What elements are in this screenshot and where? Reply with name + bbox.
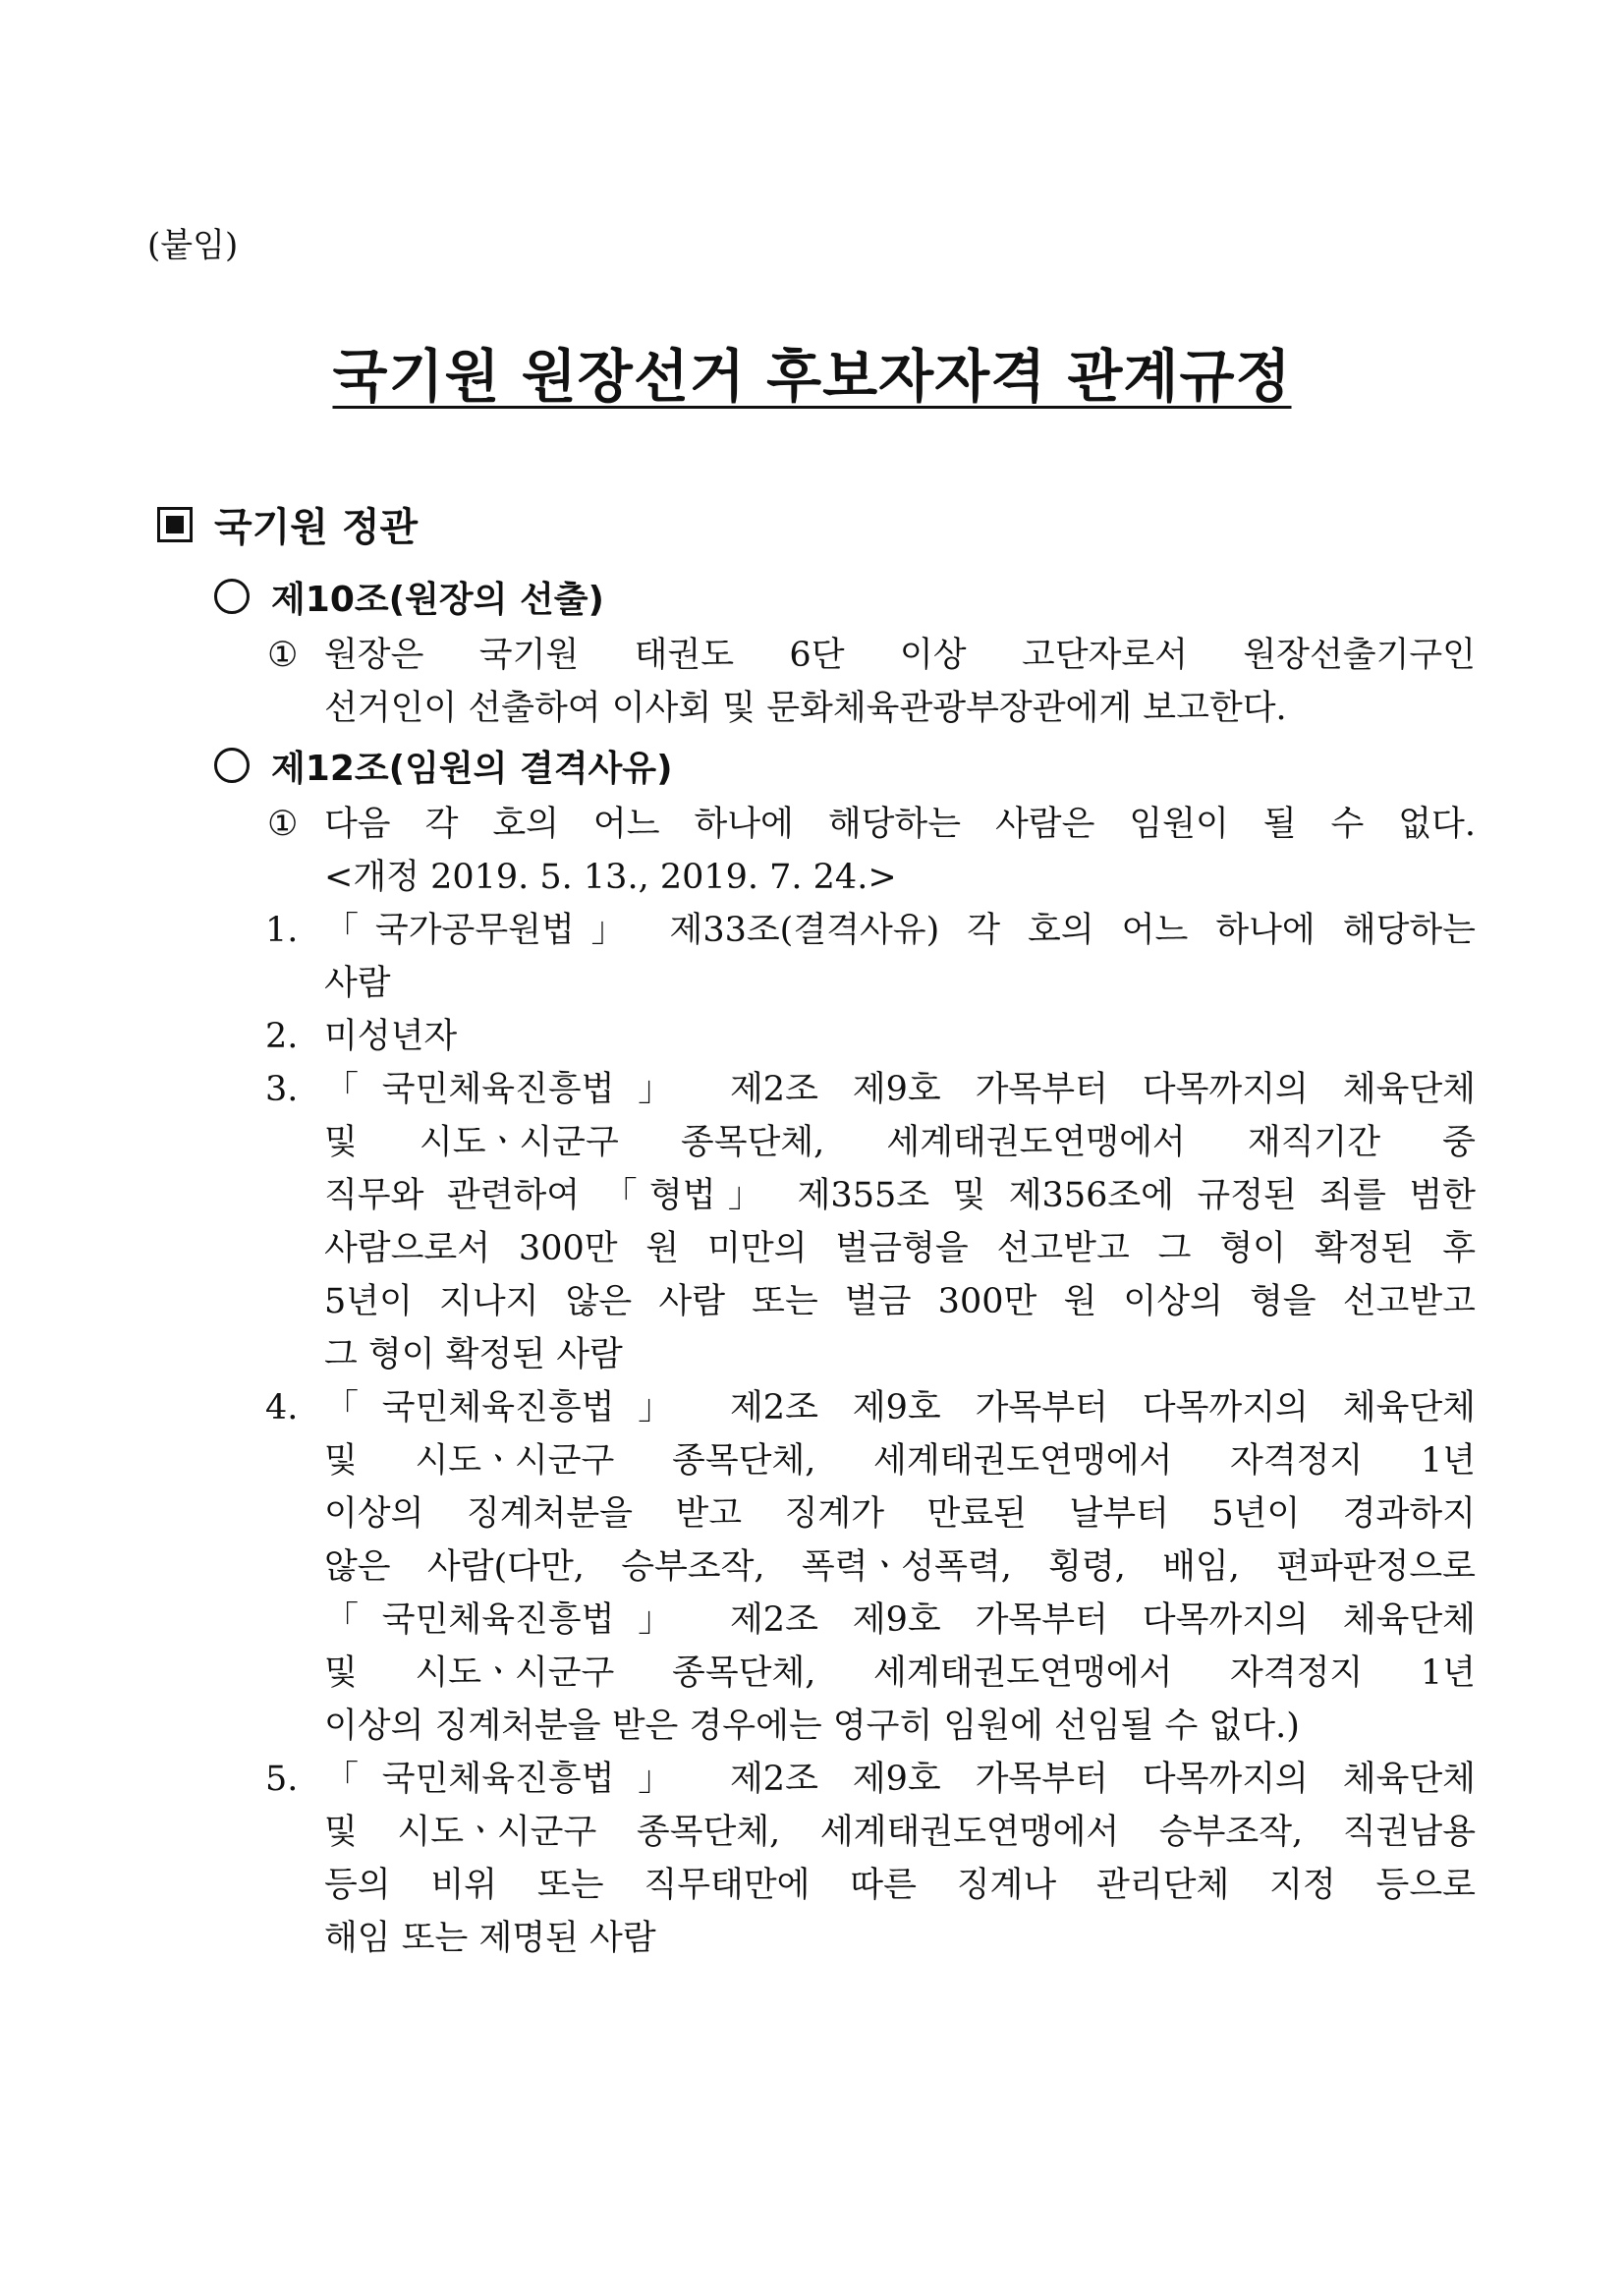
item-line: 「국민체육진흥법」 제2조 제9호 가목부터 다목까지의 체육단체 <box>324 1600 1476 1640</box>
item-line: 및 시도ㆍ시군구 종목단체, 세계태권도연맹에서 자격정지 1년 <box>324 1653 1476 1693</box>
item-line: 「국가공무원법」 제33조(결격사유) 각 호의 어느 하나에 해당하는 <box>324 911 1476 950</box>
item-line: 사람으로서 300만 원 미만의 벌금형을 선고받고 그 형이 확정된 후 <box>324 1229 1476 1268</box>
item-line: 미성년자 <box>324 1017 458 1056</box>
item-line: 및 시도ㆍ시군구 종목단체, 세계태권도연맹에서 재직기간 중 <box>324 1123 1476 1162</box>
attachment-label: (붙임) <box>147 226 239 265</box>
paragraph-number: ① <box>267 805 299 844</box>
article-10-paragraph-1 <box>267 629 1476 735</box>
item-text <box>324 1063 1476 1381</box>
item-line: 이상의 징계처분을 받은 경우에는 영구히 임원에 선임될 수 없다.) <box>324 1707 1300 1746</box>
item-line: 직무와 관련하여 「형법」 제355조 및 제356조에 규정된 죄를 범한 <box>324 1176 1476 1215</box>
item-number: 1. <box>265 911 299 950</box>
list-item <box>257 904 1476 1010</box>
article-10-heading <box>214 578 604 623</box>
list-item <box>257 1753 1476 1965</box>
item-text <box>324 1381 1476 1753</box>
article-12-paragraph-1 <box>267 798 1476 904</box>
article-10-title: 제10조(원장의 선출) <box>271 580 604 620</box>
item-line: 5년이 지나지 않은 사람 또는 벌금 300만 원 이상의 형을 선고받고 <box>324 1282 1476 1321</box>
paragraph-number: ① <box>267 636 299 675</box>
item-text <box>324 904 1476 1010</box>
section-heading <box>157 503 418 552</box>
filled-square-icon <box>157 507 193 542</box>
circle-bullet-icon <box>214 579 250 614</box>
section-label: 국기원 정관 <box>214 505 419 550</box>
paragraph-line: 선거인이 선출하여 이사회 및 문화체육관광부장관에게 보고한다. <box>324 689 1287 728</box>
list-item <box>257 1063 1476 1381</box>
item-line: 그 형이 확정된 사람 <box>324 1335 623 1374</box>
item-line: 않은 사람(다만, 승부조작, 폭력ㆍ성폭력, 횡령, 배임, 편파판정으로 <box>324 1547 1476 1587</box>
item-line: 이상의 징계처분을 받고 징계가 만료된 날부터 5년이 경과하지 <box>324 1494 1476 1534</box>
item-line: 「국민체육진흥법」 제2조 제9호 가목부터 다목까지의 체육단체 <box>324 1760 1476 1799</box>
list-item <box>257 1381 1476 1753</box>
article-12-title: 제12조(임원의 결격사유) <box>271 749 673 789</box>
item-line: 해임 또는 제명된 사람 <box>324 1919 656 1958</box>
item-line: 「국민체육진흥법」 제2조 제9호 가목부터 다목까지의 체육단체 <box>324 1388 1476 1428</box>
item-line: 등의 비위 또는 직무태만에 따른 징계나 관리단체 지정 등으로 <box>324 1866 1476 1905</box>
item-line: 「국민체육진흥법」 제2조 제9호 가목부터 다목까지의 체육단체 <box>324 1070 1476 1109</box>
list-item <box>257 1010 1476 1063</box>
item-number: 5. <box>265 1760 299 1799</box>
item-number: 2. <box>265 1017 299 1056</box>
paragraph-line: 원장은 국기원 태권도 6단 이상 고단자로서 원장선출기구인 <box>324 636 1476 675</box>
item-line: 사람 <box>324 964 391 1003</box>
paragraph-body <box>324 629 1476 735</box>
paragraph-line: 다음 각 호의 어느 하나에 해당하는 사람은 임원이 될 수 없다. <box>324 805 1476 844</box>
item-text <box>324 1010 1476 1063</box>
circle-bullet-icon <box>214 748 250 783</box>
document-title <box>0 342 1624 411</box>
paragraph-body <box>324 798 1476 904</box>
item-line: 및 시도ㆍ시군구 종목단체, 세계태권도연맹에서 승부조작, 직권남용 <box>324 1813 1476 1852</box>
item-number: 4. <box>265 1388 299 1428</box>
item-line: 및 시도ㆍ시군구 종목단체, 세계태권도연맹에서 자격정지 1년 <box>324 1441 1476 1481</box>
document-title-text: 국기원 원장선거 후보자자격 관계규정 <box>332 343 1292 410</box>
article-12-heading <box>214 747 673 792</box>
paragraph-line: <개정 2019. 5. 13., 2019. 7. 24.> <box>324 858 897 897</box>
item-text <box>324 1753 1476 1965</box>
item-number: 3. <box>265 1070 299 1109</box>
article-12-item-list <box>257 904 1476 1965</box>
